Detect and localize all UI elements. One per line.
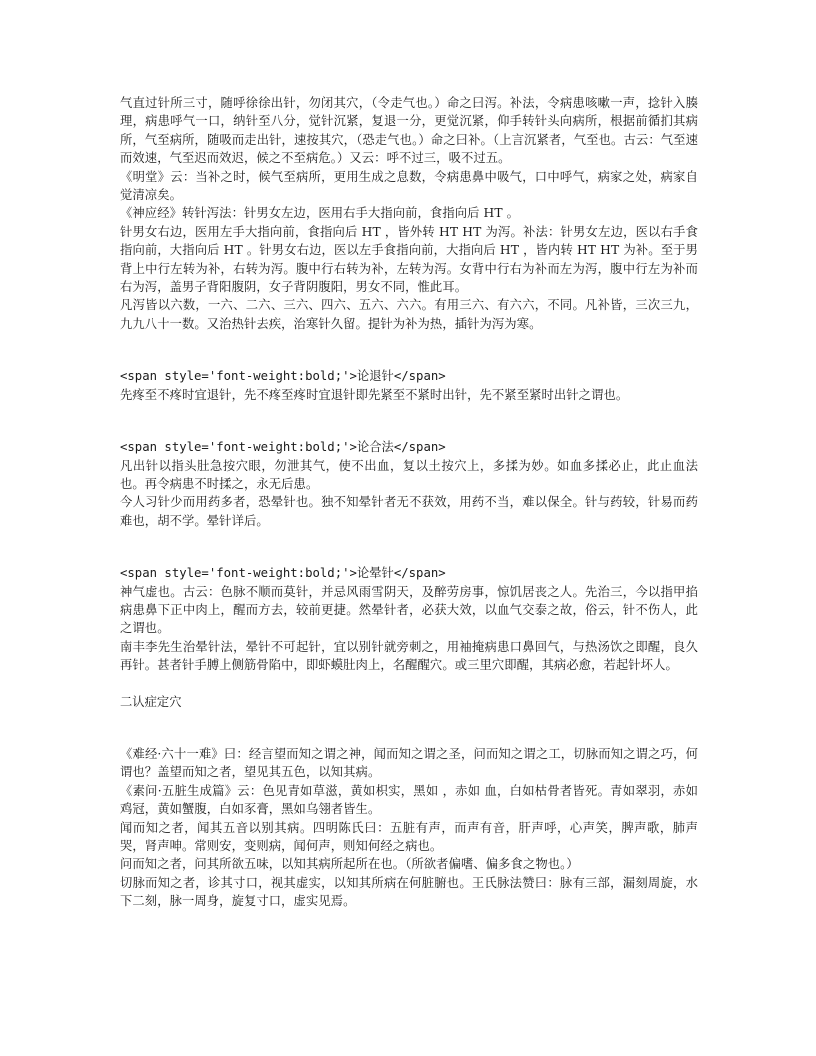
chapter-title: 二认症定穴	[120, 694, 182, 709]
paragraph: 闻而知之者，闻其五音以别其病。四明陈氏曰：五脏有声，而声有音，肝声呼，心声笑，脾声歌，肺声哭，肾声呻。常则安，变则病，闻何声，则知何经之病也。	[120, 820, 698, 853]
heading-markup: <span style='font-weight:bold;'>	[120, 440, 357, 455]
paragraph: 切脉而知之者，诊其寸口，视其虚实，以知其所病在何脏腑也。王氏脉法赞曰：脉有三部，漏刻周旋，水下二刻，脉一周身，旋复寸口，虚实见焉。	[120, 875, 698, 909]
paragraph: 先疼至不疼时宜退针，先不疼至疼时宜退针即先紧至不紧时出针，先不紧至紧时出针之谓也。	[120, 387, 629, 402]
heading-title: 论退针	[356, 369, 394, 384]
paragraph: 《难经·六十一难》曰：经言望而知之谓之神，闻而知之谓之圣，问而知之谓之工，切脉而知之谓之巧，何谓也？盖望而知之者，望见其五色，以知其病。	[120, 746, 698, 780]
paragraph: 《素问·五脏生成篇》云：色见青如草滋，黄如枳实，黑如 ，赤如 血，白如枯骨者皆死。青如翠羽，赤如鸡冠，黄如蟹腹，白如豕膏，黑如乌翎者皆生。	[120, 783, 698, 817]
section-heading	[120, 564, 698, 582]
heading-close: </span>	[393, 369, 446, 384]
document-page	[120, 94, 698, 911]
paragraph: 凡出针以指头肚急按穴眼，勿泄其气，使不出血，复以土按穴上，多揉为妙。如血多揉必止，此止血法也。再令病患不时揉之，永无后患。	[120, 458, 698, 491]
paragraph: 《神应经》转针泻法：针男女左边，医用右手大指向前，食指向后 HT 。	[120, 206, 520, 221]
heading-markup: <span style='font-weight:bold;'>	[120, 369, 357, 384]
paragraph: 针男女右边，医用左手大指向前，食指向后 HT ，皆外转 HT HT 为泻。补法：针男女左边，医以右手食指向前，大指向后 HT 。针男女右边，医以左手食指向前，大指向后 HT ，皆内转 HT HT 为补。至于男背上中行左转为补，右转为泻。腹中行右转为补，左转为泻。女背中行右为补而左为泻，腹中行左为补而右为泻，盖男子背阳腹阴，女子背阴腹阳，男女不同，惟此耳。	[120, 224, 698, 295]
paragraph: 神气虚也。古云：色脉不顺而莫针，并忌风雨雪阴天，及醉劳房事，惊饥居丧之人。先治三，今以指甲掐病患鼻下正中肉上，醒而方去，较前更捷。然晕针者，必获大效，以血气交泰之故，俗云，针不伤人，此之谓也。	[120, 584, 698, 636]
paragraph: 南丰李先生治晕针法，晕针不可起针，宜以别针就旁刺之，用袖掩病患口鼻回气，与热汤饮之即醒，良久再针。甚者针手膊上侧筋骨陷中，即虾蟆肚肉上，名醒醒穴。或三里穴即醒，其病必愈，若起针坏人。	[120, 639, 698, 673]
section-closing-method	[120, 438, 698, 530]
section-four-diagnostics	[120, 745, 698, 911]
section-heading	[120, 367, 698, 385]
section-needle-fainting	[120, 564, 698, 674]
paragraph: 气直过针所三寸，随呼徐徐出针，勿闭其穴，（令走气也。）命之曰泻。补法，令病患咳嗽一声，捻针入腠理，病患呼气一口，纳针至八分，觉针沉紧，复退一分，更觉沉紧，仰手转针头向病所，根据前循扪其病所，气至病所，随吸而走出针，速按其穴，（恐走气也。）命之曰补。（上言沉紧者，气至也。古云：气至速而效速，气至迟而效迟，候之不至病危。）又云：呼不过三，吸不过五。	[120, 96, 698, 166]
paragraph: 今人习针少而用药多者，恐晕针也。独不知晕针者无不获效，用药不当，难以保全。针与药较，针易而药难也，胡不学。晕针详后。	[120, 495, 698, 528]
section-withdrawing-needle	[120, 367, 698, 404]
paragraph: 《明堂》云：当补之时，候气至病所，更用生成之息数，令病患鼻中吸气，口中呼气，病家之处，病家自觉清凉矣。	[120, 169, 698, 203]
paragraph: 问而知之者，问其所欲五味，以知其病所起所在也。（所欲者偏嗜、偏多食之物也。）	[120, 857, 579, 872]
heading-markup: <span style='font-weight:bold;'>	[120, 566, 357, 581]
heading-title: 论合法	[356, 440, 394, 455]
section-needling-technique	[120, 94, 698, 333]
heading-close: </span>	[393, 566, 446, 581]
section-heading	[120, 438, 698, 456]
paragraph: 凡泻皆以六数，一六、二六、三六、四六、五六、六六。有用三六、有六六，不同。凡补皆，三次三九，九九八十一数。又治热针去疾，治寒针久留。提针为补为热，插针为泻为寒。	[120, 298, 698, 331]
heading-close: </span>	[393, 440, 446, 455]
heading-title: 论晕针	[356, 566, 394, 581]
